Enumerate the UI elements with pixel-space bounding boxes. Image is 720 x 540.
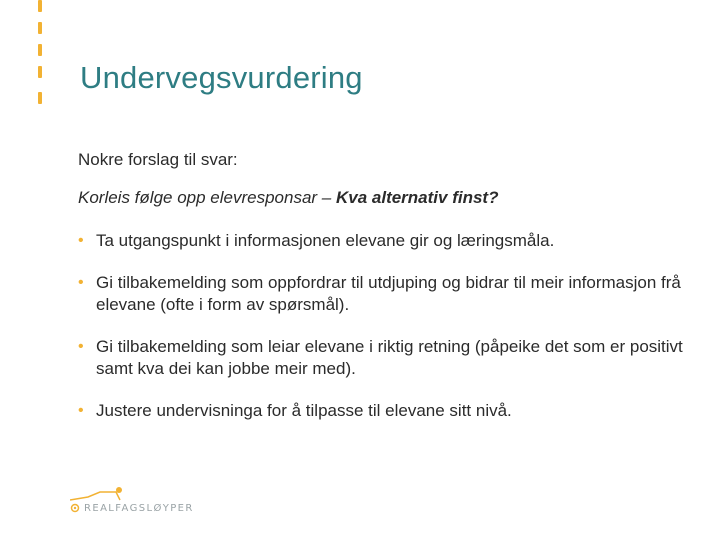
realfagsloyper-logo bbox=[70, 486, 200, 526]
bullet-icon: • bbox=[78, 402, 84, 419]
accent-bar bbox=[38, 0, 42, 112]
bullet-text: Gi tilbakemelding som leiar elevane i riktig retning (påpeike det som er positivt samt kva dei kan jobbe meir med). bbox=[96, 337, 683, 378]
logo-text: REALFAGSLØYPER bbox=[84, 503, 194, 514]
bullet-text: Justere undervisninga for å tilpasse til elevane sitt nivå. bbox=[96, 401, 512, 420]
intro-text: Nokre forslag til svar: bbox=[78, 150, 238, 169]
question-bold: Kva alternativ finst? bbox=[335, 188, 499, 207]
question-text bbox=[78, 188, 688, 208]
list-item bbox=[78, 272, 688, 316]
bullet-icon: • bbox=[78, 338, 84, 355]
slide-title: Undervegsvurdering bbox=[80, 60, 363, 95]
list-item bbox=[78, 336, 688, 380]
bullet-text: Ta utgangspunkt i informasjonen elevane gir og læringsmåla. bbox=[96, 231, 555, 250]
question-plain: Korleis følge opp elevresponsar – bbox=[78, 188, 336, 207]
bullet-list bbox=[78, 230, 688, 422]
list-item bbox=[78, 400, 688, 422]
slide-content bbox=[78, 150, 688, 442]
bullet-text: Gi tilbakemelding som oppfordrar til utdjuping og bidrar til meir informasjon frå elevane (ofte i form av spørsmål). bbox=[96, 273, 681, 314]
list-item bbox=[78, 230, 688, 252]
bullet-icon: • bbox=[78, 232, 84, 249]
bullet-icon: • bbox=[78, 274, 84, 291]
